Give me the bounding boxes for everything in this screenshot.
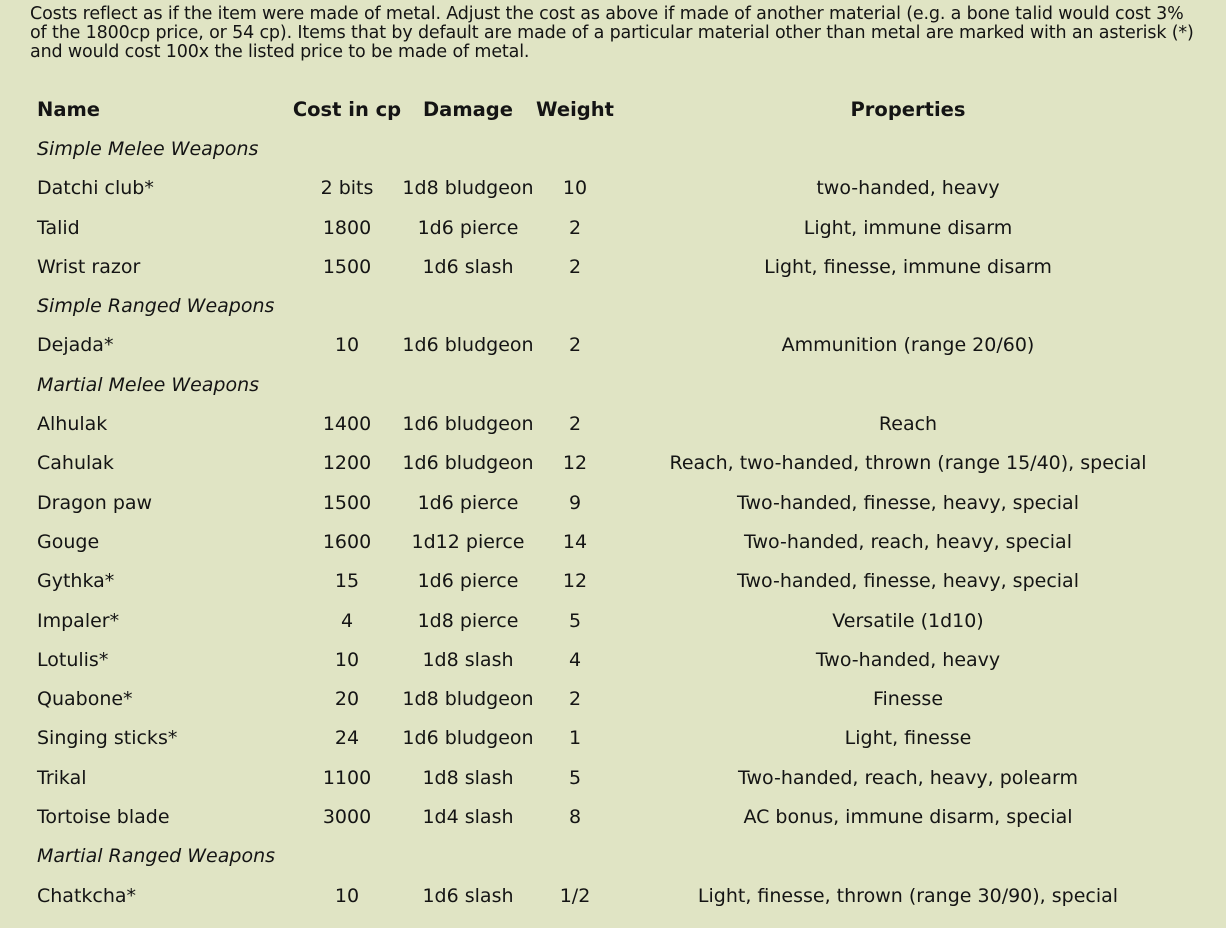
section-title: Simple Ranged Weapons [37, 295, 275, 318]
cell-cost: 1400 [322, 413, 372, 436]
cell-cost: 1800 [322, 216, 372, 239]
cell-damage: 1d6 pierce [417, 216, 519, 239]
table-row [30, 758, 1200, 797]
cell-name: Tortoise blade [37, 805, 170, 828]
table-row [30, 326, 1200, 365]
cell-weight: 8 [568, 805, 582, 828]
cell-name: Gythka* [37, 570, 115, 593]
cell-cost: 15 [334, 570, 360, 593]
table-body [30, 129, 1200, 915]
section-title: Simple Melee Weapons [37, 137, 259, 160]
cell-damage: 1d8 pierce [417, 609, 519, 632]
header-properties: Properties [850, 98, 966, 122]
table-row [30, 797, 1200, 836]
cell-damage: 1d6 bludgeon [402, 334, 534, 357]
cell-weight: 2 [568, 255, 582, 278]
cell-cost: 1100 [322, 766, 372, 789]
cell-name: Chatkcha* [37, 884, 137, 907]
cell-damage: 1d6 bludgeon [402, 413, 534, 436]
intro-paragraph: Costs reflect as if the item were made of metal. Adjust the cost as above if made of another material (e.g. a bone talid would cost 3% of the 1800cp price, or 54 cp). Items that by default are made of a particular material other than metal are marked with an asterisk (*) and would cost 100x the listed price to be made of metal. [30, 4, 1194, 62]
cell-name: Dejada* [37, 334, 114, 357]
cell-properties: Versatile (1d10) [832, 609, 984, 632]
cell-name: Lotulis* [37, 648, 109, 671]
table-row [30, 404, 1200, 443]
table-row [30, 562, 1200, 601]
cell-cost: 20 [334, 688, 360, 711]
cell-damage: 1d8 bludgeon [402, 688, 534, 711]
cell-name: Quabone* [37, 688, 133, 711]
table-row [30, 679, 1200, 718]
cell-weight: 2 [568, 216, 582, 239]
cell-damage: 1d8 slash [422, 648, 514, 671]
cell-weight: 14 [562, 530, 588, 553]
cell-damage: 1d8 bludgeon [402, 177, 534, 200]
cell-name: Wrist razor [37, 255, 141, 278]
cell-damage: 1d6 bludgeon [402, 452, 534, 475]
cell-properties: Ammunition (range 20/60) [781, 334, 1035, 357]
cell-damage: 1d4 slash [422, 805, 514, 828]
cell-properties: Light, finesse [844, 727, 972, 750]
cell-damage: 1d8 slash [422, 766, 514, 789]
table-row [30, 169, 1200, 208]
header-name: Name [37, 98, 101, 122]
cell-cost: 24 [334, 727, 360, 750]
cell-weight: 2 [568, 688, 582, 711]
table-row [30, 876, 1200, 915]
cell-properties: Light, finesse, thrown (range 30/90), special [697, 884, 1119, 907]
cell-properties: Two-handed, reach, heavy, special [744, 530, 1072, 553]
cell-cost: 10 [334, 648, 360, 671]
cell-cost: 10 [334, 334, 360, 357]
cell-cost: 1600 [322, 530, 372, 553]
table-header-row [30, 90, 1200, 129]
header-damage: Damage [422, 98, 513, 122]
section-title: Martial Melee Weapons [37, 373, 260, 396]
cell-properties: Reach [878, 413, 938, 436]
cell-cost: 1200 [322, 452, 372, 475]
cell-weight: 1 [568, 727, 582, 750]
cell-damage: 1d6 pierce [417, 491, 519, 514]
cell-name: Dragon paw [37, 491, 153, 514]
cell-properties: Light, finesse, immune disarm [764, 255, 1052, 278]
cell-name: Cahulak [37, 452, 114, 475]
section-row [30, 129, 1200, 168]
cell-name: Trikal [37, 766, 87, 789]
cell-properties: Two-handed, reach, heavy, polearm [738, 766, 1078, 789]
cell-name: Impaler* [37, 609, 120, 632]
cell-cost: 1500 [322, 491, 372, 514]
cell-name: Datchi club* [37, 177, 154, 200]
cell-name: Singing sticks* [37, 727, 178, 750]
section-row [30, 837, 1200, 876]
header-weight: Weight [536, 98, 614, 122]
table-row [30, 522, 1200, 561]
cell-name: Alhulak [37, 413, 108, 436]
cell-properties: Two-handed, heavy [815, 648, 1001, 671]
cell-weight: 5 [568, 766, 582, 789]
cell-weight: 12 [562, 570, 588, 593]
cell-properties: Finesse [872, 688, 944, 711]
cell-properties: Two-handed, finesse, heavy, special [737, 491, 1079, 514]
cell-properties: two-handed, heavy [816, 177, 1000, 200]
table-row [30, 640, 1200, 679]
cell-properties: Reach, two-handed, thrown (range 15/40), special [669, 452, 1147, 475]
cell-cost: 10 [334, 884, 360, 907]
cell-weight: 2 [568, 334, 582, 357]
cell-cost: 4 [340, 609, 354, 632]
cell-weight: 10 [562, 177, 588, 200]
cell-cost: 3000 [322, 805, 372, 828]
table-row [30, 719, 1200, 758]
cell-weight: 12 [562, 452, 588, 475]
cell-weight: 9 [568, 491, 582, 514]
cell-weight: 2 [568, 413, 582, 436]
table-row [30, 208, 1200, 247]
cell-damage: 1d6 pierce [417, 570, 519, 593]
cell-damage: 1d6 slash [422, 884, 514, 907]
cell-name: Talid [37, 216, 80, 239]
cell-properties: Light, immune disarm [803, 216, 1013, 239]
cell-properties: AC bonus, immune disarm, special [743, 805, 1073, 828]
cell-weight: 4 [568, 648, 582, 671]
table-row [30, 483, 1200, 522]
table-row [30, 444, 1200, 483]
cell-weight: 1/2 [559, 884, 591, 907]
section-row [30, 365, 1200, 404]
cell-name: Gouge [37, 530, 100, 553]
section-title: Martial Ranged Weapons [37, 845, 276, 868]
weapons-table [30, 90, 1200, 915]
cell-cost: 1500 [322, 255, 372, 278]
table-row [30, 601, 1200, 640]
cell-weight: 5 [568, 609, 582, 632]
cell-cost: 2 bits [320, 177, 374, 200]
cell-damage: 1d12 pierce [411, 530, 525, 553]
cell-damage: 1d6 slash [422, 255, 514, 278]
table-row [30, 247, 1200, 286]
section-row [30, 286, 1200, 325]
cell-properties: Two-handed, finesse, heavy, special [737, 570, 1079, 593]
header-cost: Cost in cp [292, 98, 402, 122]
cell-damage: 1d6 bludgeon [402, 727, 534, 750]
